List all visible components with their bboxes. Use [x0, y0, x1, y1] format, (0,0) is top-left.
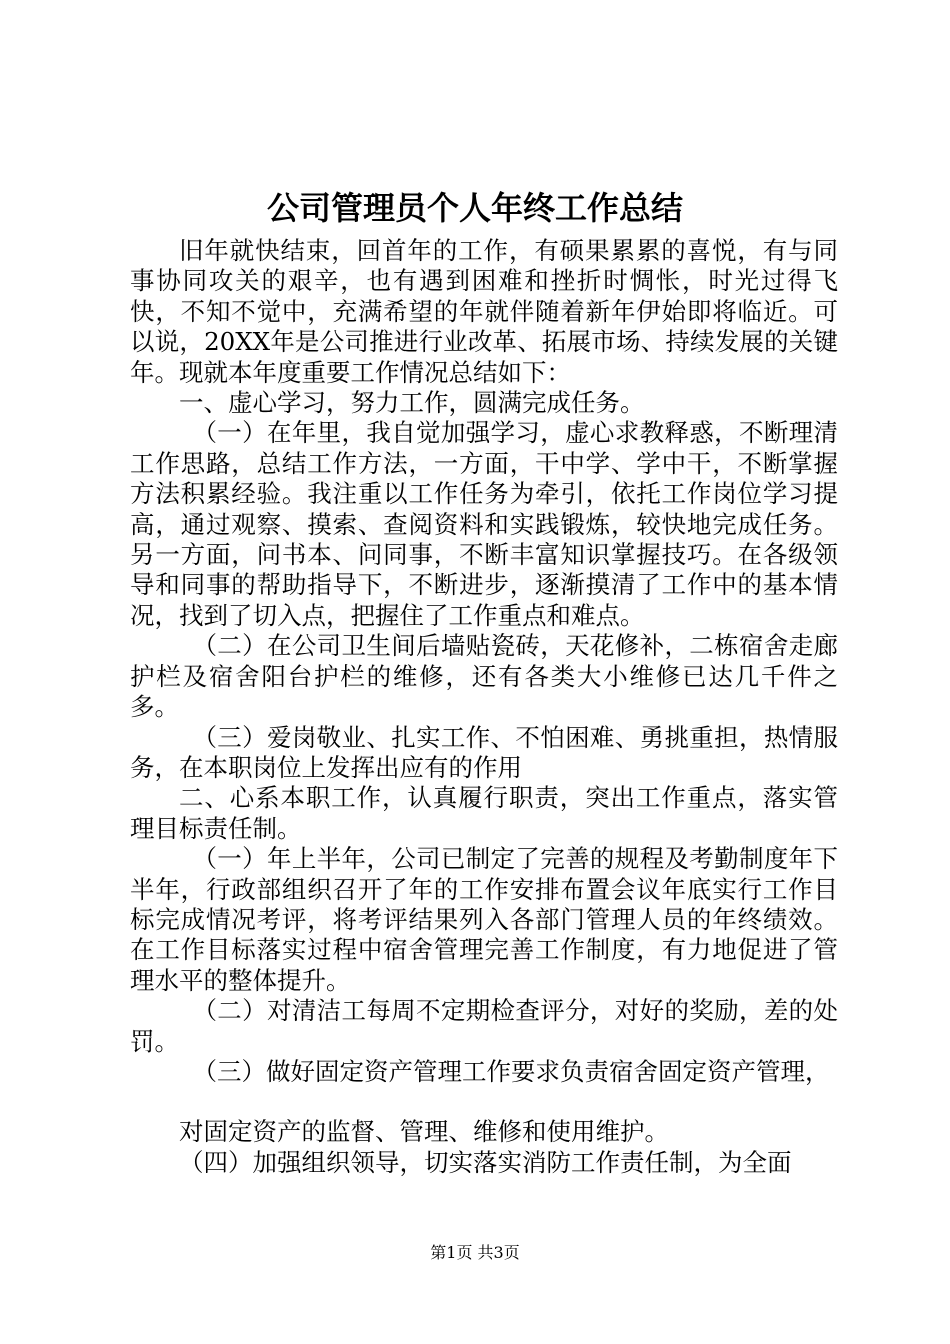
page-number: 第1页 共3页 — [430, 1243, 520, 1262]
paragraph-gap — [130, 1087, 838, 1117]
section-heading-2: 二、心系本职工作，认真履行职责，突出工作重点，落实管理目标责任制。 — [130, 783, 838, 843]
section-2-item-2: （二）对清洁工每周不定期检查评分，对好的奖励，差的处罚。 — [130, 996, 838, 1056]
section-1-item-3: （三）爱岗敬业、扎实工作、不怕困难、勇挑重担，热情服务，在本职岗位上发挥出应有的作用 — [130, 722, 838, 782]
section-2-item-3: （三）做好固定资产管理工作要求负责宿舍固定资产管理， — [192, 1056, 830, 1086]
section-1-item-2: （二）在公司卫生间后墙贴瓷砖，天花修补，二栋宿舍走廊护栏及宿舍阳台护栏的维修，还有各类大小维修已达几千件之多。 — [130, 631, 838, 722]
section-heading-1: 一、虚心学习，努力工作，圆满完成任务。 — [179, 388, 645, 418]
intro-paragraph: 旧年就快结束，回首年的工作，有硕果累累的喜悦，有与同事协同攻关的艰辛，也有遇到困难和挫折时惆怅，时光过得飞快，不知不觉中，充满希望的年就伴随着新年伊始即将临近。可以说，20XX年是公司推进行业改革、拓展市场、持续发展的关键年。现就本年度重要工作情况总结如下： — [130, 236, 838, 387]
document-title: 公司管理员个人年终工作总结 — [266, 189, 683, 227]
section-2-item-1: （一）年上半年，公司已制定了完善的规程及考勤制度年下半年，行政部组织召开了年的工作安排布置会议年底实行工作目标完成情况考评，将考评结果列入各部门管理人员的年终绩效。在工作目标落实过程中宿舍管理完善工作制度，有力地促进了管理水平的整体提升。 — [130, 844, 838, 995]
section-1-item-1: （一）在年里，我自觉加强学习，虚心求教释惑，不断理清工作思路，总结工作方法，一方面，干中学、学中干，不断掌握方法积累经验。我注重以工作任务为牵引，依托工作岗位学习提高，通过观察、摸索、查阅资料和实践锻炼，较快地完成任务。另一方面，问书本、问同事，不断丰富知识掌握技巧。在各级领导和同事的帮助指导下，不断进步，逐渐摸清了工作中的基本情况，找到了切入点，把握住了工作重点和难点。 — [130, 418, 838, 630]
document-body — [130, 236, 838, 1178]
section-2-item-4: （四）加强组织领导，切实落实消防工作责任制，为全面 — [179, 1147, 792, 1177]
section-2-item-3-continued: 对固定资产的监督、管理、维修和使用维护。 — [179, 1117, 669, 1147]
